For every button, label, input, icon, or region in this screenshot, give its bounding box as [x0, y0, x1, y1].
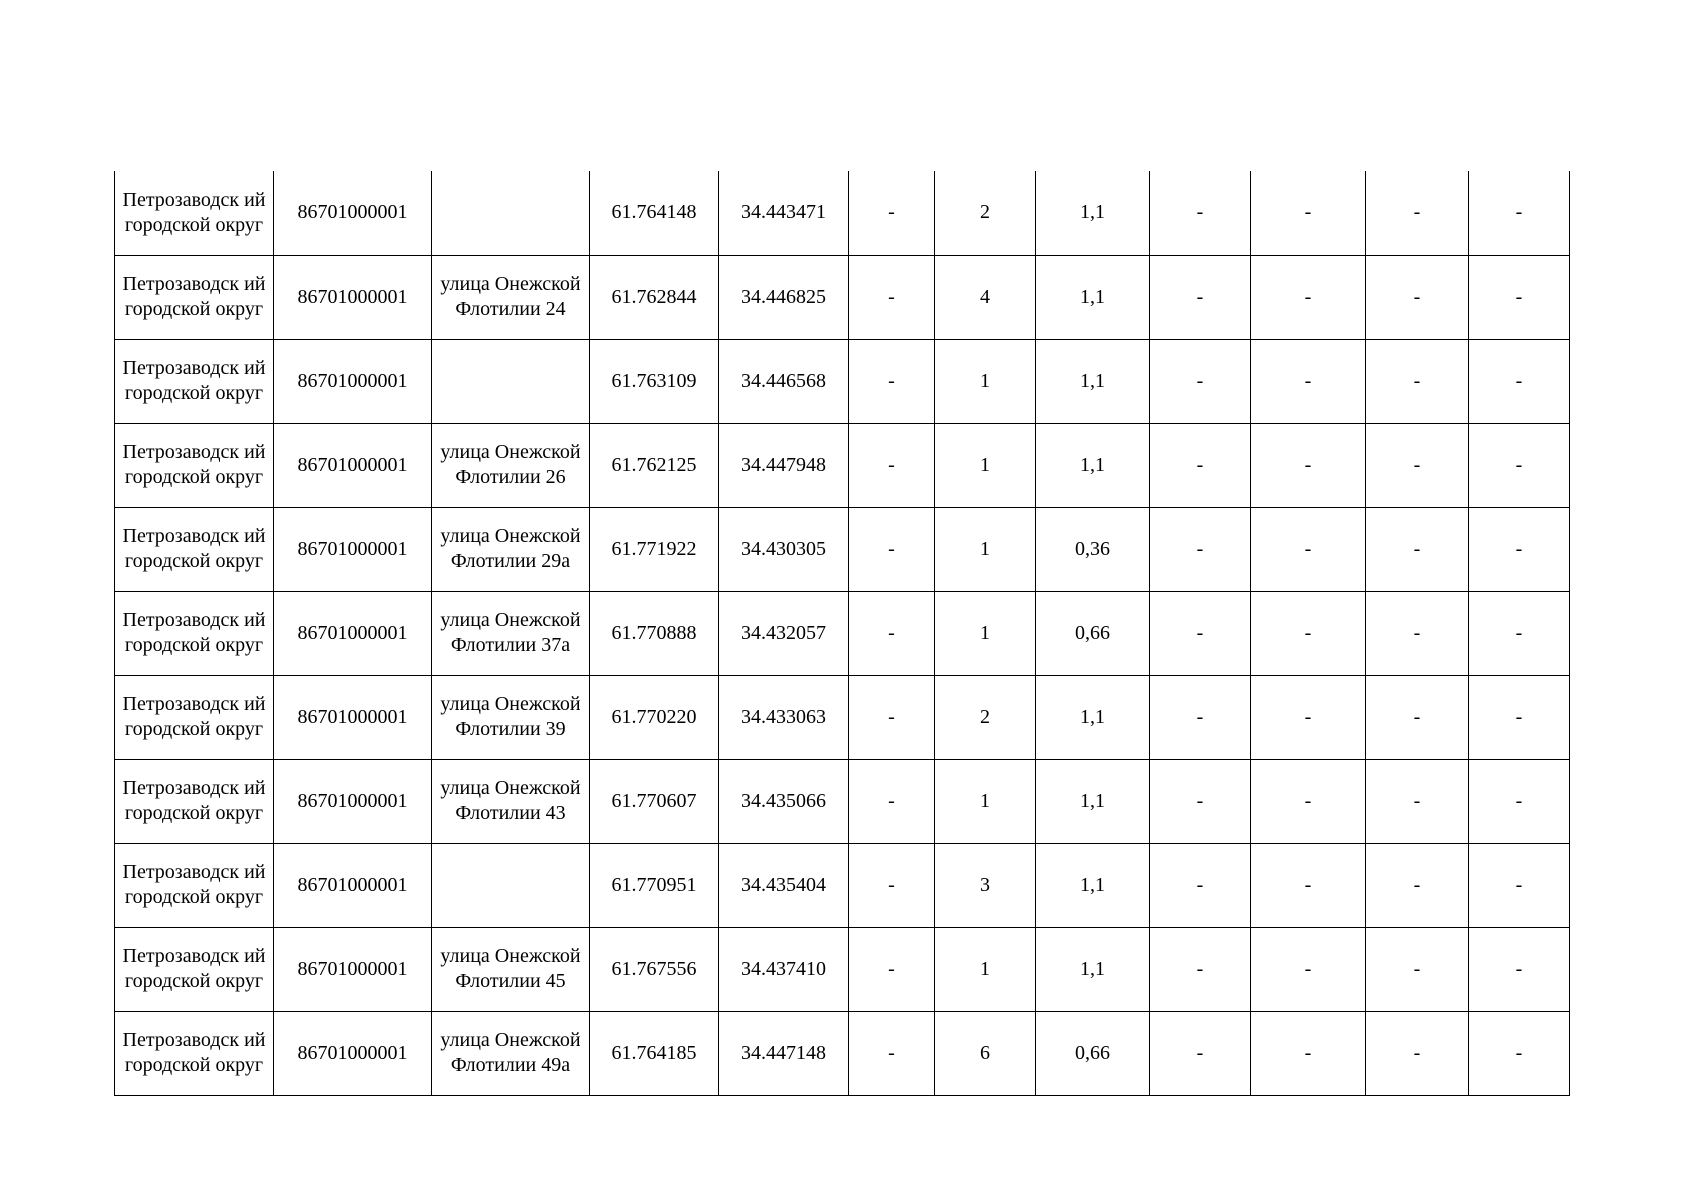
column-9-cell: - [1150, 1011, 1251, 1095]
column-11-cell: - [1366, 927, 1469, 1011]
column-6-cell: - [849, 255, 935, 339]
latitude-cell: 61.762125 [590, 423, 719, 507]
column-12-cell: - [1469, 927, 1570, 1011]
column-9-cell: - [1150, 507, 1251, 591]
container-count-cell: 1 [935, 927, 1036, 1011]
container-count-cell: 2 [935, 171, 1036, 255]
column-12-cell: - [1469, 591, 1570, 675]
oktmo-cell: 86701000001 [274, 591, 432, 675]
column-10-cell: - [1251, 423, 1366, 507]
longitude-cell: 34.443471 [719, 171, 849, 255]
column-10-cell: - [1251, 1011, 1366, 1095]
column-9-cell: - [1150, 675, 1251, 759]
oktmo-cell: 86701000001 [274, 171, 432, 255]
longitude-cell: 34.430305 [719, 507, 849, 591]
address-cell: улица Онежской Флотилии 37а [432, 591, 590, 675]
longitude-cell: 34.447948 [719, 423, 849, 507]
longitude-cell: 34.435404 [719, 843, 849, 927]
column-10-cell: - [1251, 675, 1366, 759]
column-11-cell: - [1366, 591, 1469, 675]
latitude-cell: 61.770220 [590, 675, 719, 759]
municipality-cell: Петрозаводск ий городской округ [115, 507, 274, 591]
column-12-cell: - [1469, 507, 1570, 591]
container-count-cell: 2 [935, 675, 1036, 759]
municipality-cell: Петрозаводск ий городской округ [115, 927, 274, 1011]
table-row [115, 675, 1570, 759]
column-9-cell: - [1150, 423, 1251, 507]
column-9-cell: - [1150, 171, 1251, 255]
column-9-cell: - [1150, 339, 1251, 423]
column-10-cell: - [1251, 507, 1366, 591]
column-11-cell: - [1366, 423, 1469, 507]
longitude-cell: 34.432057 [719, 591, 849, 675]
oktmo-cell: 86701000001 [274, 507, 432, 591]
latitude-cell: 61.770951 [590, 843, 719, 927]
data-table [114, 171, 1570, 1096]
longitude-cell: 34.435066 [719, 759, 849, 843]
longitude-cell: 34.446568 [719, 339, 849, 423]
container-volume-cell: 1,1 [1036, 927, 1150, 1011]
municipality-cell: Петрозаводск ий городской округ [115, 843, 274, 927]
column-9-cell: - [1150, 927, 1251, 1011]
column-6-cell: - [849, 339, 935, 423]
latitude-cell: 61.762844 [590, 255, 719, 339]
container-volume-cell: 0,66 [1036, 591, 1150, 675]
column-10-cell: - [1251, 843, 1366, 927]
address-cell [432, 843, 590, 927]
municipality-cell: Петрозаводск ий городской округ [115, 255, 274, 339]
table-row [115, 927, 1570, 1011]
column-11-cell: - [1366, 759, 1469, 843]
column-11-cell: - [1366, 843, 1469, 927]
municipality-cell: Петрозаводск ий городской округ [115, 1011, 274, 1095]
municipality-cell: Петрозаводск ий городской округ [115, 675, 274, 759]
latitude-cell: 61.770607 [590, 759, 719, 843]
column-6-cell: - [849, 675, 935, 759]
container-volume-cell: 1,1 [1036, 675, 1150, 759]
column-12-cell: - [1469, 759, 1570, 843]
municipality-cell: Петрозаводск ий городской округ [115, 423, 274, 507]
column-11-cell: - [1366, 507, 1469, 591]
oktmo-cell: 86701000001 [274, 675, 432, 759]
container-count-cell: 1 [935, 507, 1036, 591]
column-10-cell: - [1251, 591, 1366, 675]
column-6-cell: - [849, 591, 935, 675]
municipality-cell: Петрозаводск ий городской округ [115, 339, 274, 423]
column-10-cell: - [1251, 171, 1366, 255]
column-9-cell: - [1150, 255, 1251, 339]
address-cell [432, 171, 590, 255]
latitude-cell: 61.770888 [590, 591, 719, 675]
column-11-cell: - [1366, 171, 1469, 255]
oktmo-cell: 86701000001 [274, 927, 432, 1011]
column-12-cell: - [1469, 255, 1570, 339]
longitude-cell: 34.437410 [719, 927, 849, 1011]
container-count-cell: 4 [935, 255, 1036, 339]
address-cell [432, 339, 590, 423]
column-10-cell: - [1251, 255, 1366, 339]
container-count-cell: 3 [935, 843, 1036, 927]
address-cell: улица Онежской Флотилии 26 [432, 423, 590, 507]
container-count-cell: 1 [935, 423, 1036, 507]
column-6-cell: - [849, 1011, 935, 1095]
column-12-cell: - [1469, 675, 1570, 759]
address-cell: улица Онежской Флотилии 29а [432, 507, 590, 591]
latitude-cell: 61.764148 [590, 171, 719, 255]
container-volume-cell: 1,1 [1036, 171, 1150, 255]
table-row [115, 255, 1570, 339]
oktmo-cell: 86701000001 [274, 255, 432, 339]
latitude-cell: 61.763109 [590, 339, 719, 423]
table-row [115, 171, 1570, 255]
latitude-cell: 61.764185 [590, 1011, 719, 1095]
longitude-cell: 34.433063 [719, 675, 849, 759]
latitude-cell: 61.771922 [590, 507, 719, 591]
container-volume-cell: 1,1 [1036, 423, 1150, 507]
oktmo-cell: 86701000001 [274, 1011, 432, 1095]
container-volume-cell: 1,1 [1036, 339, 1150, 423]
address-cell: улица Онежской Флотилии 49а [432, 1011, 590, 1095]
municipality-cell: Петрозаводск ий городской округ [115, 591, 274, 675]
address-cell: улица Онежской Флотилии 43 [432, 759, 590, 843]
column-6-cell: - [849, 759, 935, 843]
column-6-cell: - [849, 171, 935, 255]
table-row [115, 423, 1570, 507]
container-count-cell: 1 [935, 591, 1036, 675]
column-9-cell: - [1150, 759, 1251, 843]
column-12-cell: - [1469, 339, 1570, 423]
oktmo-cell: 86701000001 [274, 843, 432, 927]
column-6-cell: - [849, 843, 935, 927]
table-row [115, 759, 1570, 843]
column-9-cell: - [1150, 591, 1251, 675]
column-6-cell: - [849, 927, 935, 1011]
column-12-cell: - [1469, 843, 1570, 927]
container-count-cell: 1 [935, 339, 1036, 423]
oktmo-cell: 86701000001 [274, 339, 432, 423]
column-11-cell: - [1366, 255, 1469, 339]
column-11-cell: - [1366, 1011, 1469, 1095]
table-body [115, 171, 1570, 1095]
column-11-cell: - [1366, 675, 1469, 759]
address-cell: улица Онежской Флотилии 39 [432, 675, 590, 759]
table-row [115, 339, 1570, 423]
column-10-cell: - [1251, 927, 1366, 1011]
address-cell: улица Онежской Флотилии 45 [432, 927, 590, 1011]
container-volume-cell: 0,66 [1036, 1011, 1150, 1095]
column-6-cell: - [849, 423, 935, 507]
container-count-cell: 6 [935, 1011, 1036, 1095]
column-10-cell: - [1251, 759, 1366, 843]
column-12-cell: - [1469, 171, 1570, 255]
oktmo-cell: 86701000001 [274, 759, 432, 843]
container-volume-cell: 0,36 [1036, 507, 1150, 591]
column-10-cell: - [1251, 339, 1366, 423]
container-volume-cell: 1,1 [1036, 759, 1150, 843]
address-cell: улица Онежской Флотилии 24 [432, 255, 590, 339]
column-9-cell: - [1150, 843, 1251, 927]
municipality-cell: Петрозаводск ий городской округ [115, 171, 274, 255]
longitude-cell: 34.446825 [719, 255, 849, 339]
container-count-cell: 1 [935, 759, 1036, 843]
container-volume-cell: 1,1 [1036, 843, 1150, 927]
latitude-cell: 61.767556 [590, 927, 719, 1011]
column-12-cell: - [1469, 423, 1570, 507]
container-volume-cell: 1,1 [1036, 255, 1150, 339]
longitude-cell: 34.447148 [719, 1011, 849, 1095]
table-row [115, 507, 1570, 591]
table-row [115, 843, 1570, 927]
column-11-cell: - [1366, 339, 1469, 423]
column-6-cell: - [849, 507, 935, 591]
table-row [115, 1011, 1570, 1095]
municipality-cell: Петрозаводск ий городской округ [115, 759, 274, 843]
column-12-cell: - [1469, 1011, 1570, 1095]
oktmo-cell: 86701000001 [274, 423, 432, 507]
table-row [115, 591, 1570, 675]
